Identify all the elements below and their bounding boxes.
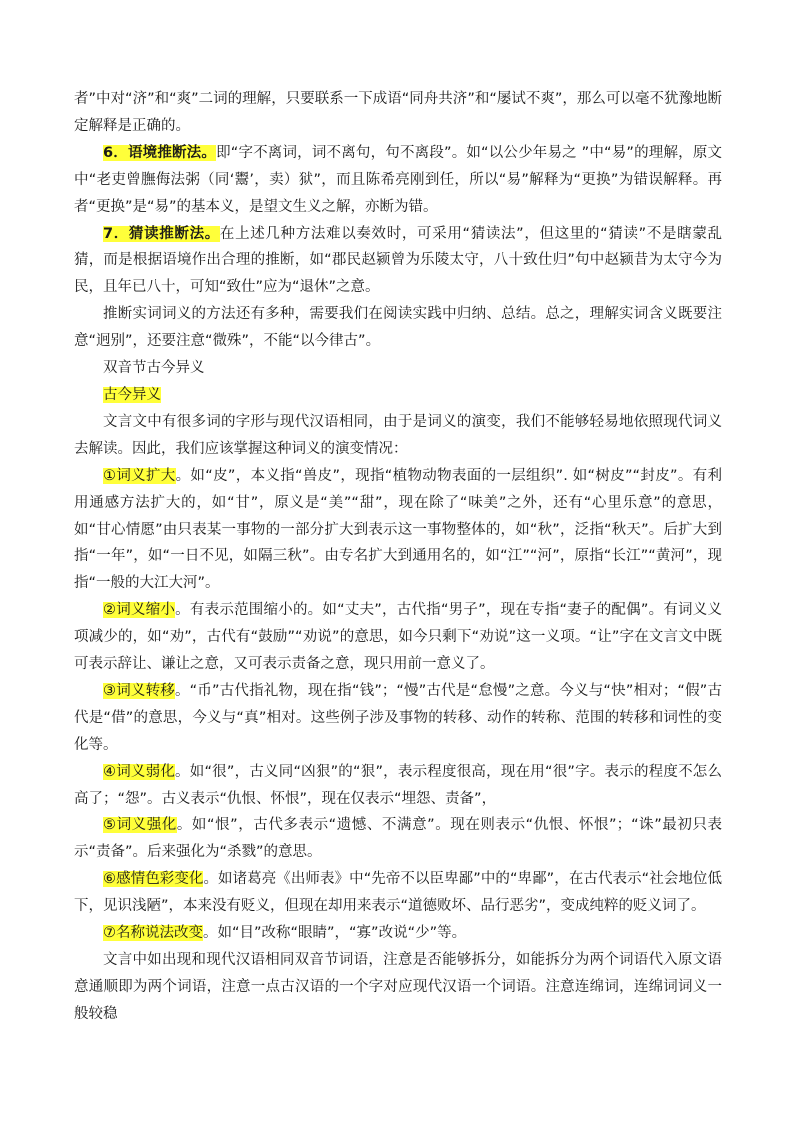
paragraph-item-2 [74, 597, 722, 678]
paragraph-item-3 [74, 678, 722, 759]
item-label: ②词义缩小 [103, 602, 176, 619]
item-label: ⑤词义强化 [103, 817, 177, 834]
document-body [74, 86, 722, 1028]
paragraph-summary [74, 301, 722, 355]
item-label: ①词义扩大 [103, 467, 176, 484]
paragraph-text: 文言中如出现和现代汉语相同双音节词语，注意是否能够拆分，如能拆分为两个词语代入原文语意通顺即为两个词语，注意一点古汉语的一个字对应现代汉语一个词语。注意连绵词，连绵词词义一般较稳 [74, 952, 722, 1022]
section-title-text: 双音节古今异义 [103, 360, 205, 377]
paragraph-continuation [74, 86, 722, 140]
paragraph-item-7 [74, 920, 722, 947]
heading-label: 7．猜读推断法。 [103, 225, 220, 242]
subsection-title-text: 古今异义 [103, 386, 161, 403]
paragraph-closing [74, 947, 722, 1028]
item-label: ④词义弱化 [103, 763, 176, 780]
paragraph-text: 即“字不离词，词不离句，句不离段”。如“以公少年易之 ”中“易”的理解，原文中“老吏曾膴侮法粥（同‘鬻’，卖）狱”，而且陈希亮刚到任，所以“易”解释为“更换”为错误解释。再者“更换”是“易”的基本义，是望文生义之解，亦断为错。 [74, 144, 722, 215]
paragraph-text: 。“币”古代指礼物，现在指“钱”；“慢”古代是“怠慢”之意。今义与“快”相对；“假”古代是“借”的意思，今义与“真”相对。这些例子涉及事物的转移、动作的转称、范围的转移和词性的变化等。 [74, 682, 722, 753]
subsection-title [74, 382, 722, 409]
paragraph-item-1 [74, 463, 722, 598]
item-label: ⑥感情色彩变化 [103, 871, 204, 888]
paragraph-text: 文言文中有很多词的字形与现代汉语相同，由于是词义的演变，我们不能够轻易地依照现代词义去解读。因此，我们应该掌握这种词义的演变情况： [74, 413, 722, 457]
item-label: ③词义转移 [103, 682, 175, 699]
paragraph-text: 。有表示范围缩小的。如“丈夫”，古代指“男子”，现在专指“妻子的配偶”。有词义义项减少的，如“劝”，古代有“鼓励”“劝说”的意思，如今只剩下“劝说”这一义项。“让”字在文言文中既可表示辞让、谦让之意，又可表示责备之意，现只用前一意义了。 [74, 602, 723, 673]
paragraph-text: 。如“皮”，本义指“兽皮”，现指“植物动物表面的一层组织”. 如“树皮”“封皮”。有利用通感方法扩大的，如“甘”，原义是“美”“甜”，现在除了“味美”之外，还有“心里乐意”的意思，如“甘心情愿”由只表某一事物的一部分扩大到表示这一事物整体的，如“秋”，泛指“秋天”。后扩大到指“一年”，如“一日不见，如隔三秋”。由专名扩大到通用名的，如“江”“河”，原指“长江”“黄河”，现指“一般的大江大河”。 [74, 467, 722, 592]
heading-label: 6．语境推断法。 [103, 144, 217, 161]
paragraph-text: 。如“很”，古义同“凶狠”的“狠”，表示程度很高，现在用“很”字。表示的程度不怎么高了；“怨”。古义表示“仇恨、怀恨”，现在仅表示“埋怨、责备”， [74, 763, 723, 807]
paragraph-text: 者”中对“济”和“爽”二词的理解，只要联系一下成语“同舟共济”和“屡试不爽”，那么可以毫不犹豫地断定解释是正确的。 [74, 91, 722, 134]
paragraph-context-inference [74, 140, 722, 221]
paragraph-text: 推断实词词义的方法还有多种，需要我们在阅读实践中归纳、总结。总之，理解实词含义既要注意“迥别”，还要注意“微殊”，不能“以今律古”。 [74, 306, 722, 350]
section-title [74, 355, 722, 382]
paragraph-text: 。如“目”改称“眼睛”，“寡”改说“少”等。 [203, 925, 467, 942]
paragraph-text: 。如“恨”，古代多表示“遗憾、不满意”。现在则表示“仇恨、怀恨”；“诛”最初只表示“责备”。后来强化为“杀戮”的意思。 [74, 817, 723, 861]
paragraph-item-4 [74, 759, 722, 813]
paragraph-text: 。如诸葛亮《出师表》中“先帝不以臣卑鄙”中的“卑鄙”，在古代表示“社会地位低下，见识浅陋”，本来没有贬义，但现在却用来表示“道德败坏、品行恶劣”，变成纯粹的贬义词了。 [74, 871, 722, 915]
paragraph-intro [74, 409, 722, 463]
paragraph-guess-inference [74, 221, 722, 302]
paragraph-text: 在上述几种方法难以奏效时，可采用“猜读法”，但这里的“猜读”不是瞎蒙乱猜，而是根据语境作出合理的推断，如“郡民赵颍曾为乐陵太守，八十致仕归”句中赵颍昔为太守今为民，且年已八十，可知“致仕”应为“退休”之意。 [74, 225, 723, 296]
item-label: ⑦名称说法改变 [103, 925, 203, 942]
paragraph-item-5 [74, 812, 722, 866]
paragraph-item-6 [74, 866, 722, 920]
